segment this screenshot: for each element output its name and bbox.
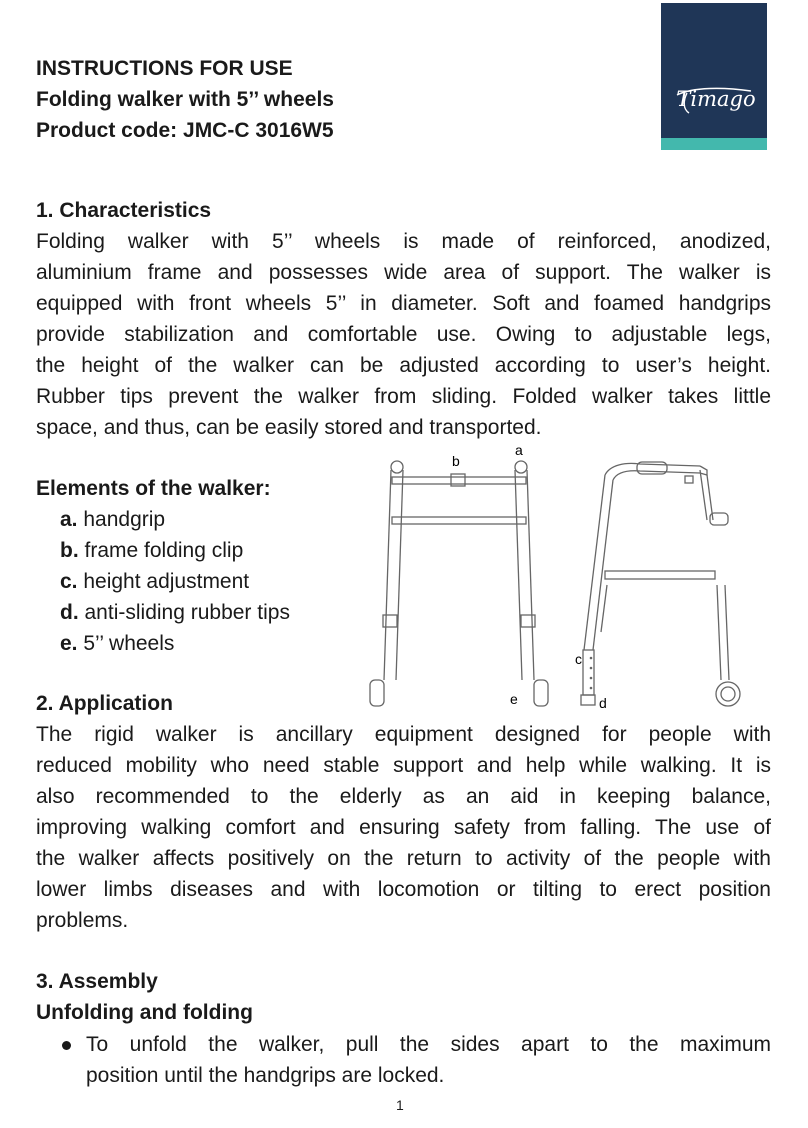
item-text: height adjustment — [77, 570, 250, 593]
item-text: frame folding clip — [78, 539, 244, 562]
list-item — [60, 504, 290, 535]
list-item — [60, 535, 290, 566]
elements-list — [60, 504, 290, 659]
section-2-line: also recommended to the elderly as an aid in keeping balance, — [36, 785, 771, 808]
section-1-line: provide stabilization and comfortable use. Owing to adjustable legs, — [36, 323, 771, 346]
section-3-bullet-line: position until the handgrips are locked. — [86, 1064, 445, 1087]
title-line-1: INSTRUCTIONS FOR USE — [36, 57, 293, 80]
list-item — [60, 566, 290, 597]
section-1-line: aluminium frame and possesses wide area of support. The walker is — [36, 261, 771, 284]
item-key: b. — [60, 539, 79, 562]
section-2-line: lower limbs diseases and with locomotion or tilting to erect position — [36, 878, 771, 901]
section-2-line: The rigid walker is ancillary equipment designed for people with — [36, 723, 771, 746]
label-c: c — [575, 651, 582, 667]
section-1-line: the height of the walker can be adjusted according to user’s height. — [36, 354, 771, 377]
bullet-icon — [62, 1041, 71, 1050]
item-text: anti-sliding rubber tips — [78, 601, 290, 624]
section-2-line: problems. — [36, 909, 129, 932]
section-2-line: improving walking comfort and ensuring safety from falling. The use of — [36, 816, 771, 839]
section-3-bullet-line: To unfold the walker, pull the sides apart to the maximum — [86, 1033, 771, 1056]
walker-illustration — [355, 440, 745, 715]
item-text: 5’’ wheels — [77, 632, 175, 655]
brand-logo — [661, 3, 767, 150]
item-text: handgrip — [77, 508, 166, 531]
section-1-body — [36, 226, 771, 443]
section-3-bullet — [86, 1029, 771, 1091]
label-d: d — [599, 695, 607, 711]
section-1-line: Folding walker with 5’’ wheels is made of reinforced, anodized, — [36, 230, 771, 253]
item-key: e. — [60, 632, 78, 655]
section-2-body — [36, 719, 771, 936]
title-line-2: Folding walker with 5’’ wheels — [36, 88, 334, 111]
logo-accent-stripe — [661, 138, 767, 150]
label-a: a — [515, 442, 523, 458]
section-2-line: the walker affects positively on the return to activity of the people with — [36, 847, 771, 870]
section-1-line: equipped with front wheels 5’’ in diameter. Soft and foamed handgrips — [36, 292, 771, 315]
label-e: e — [510, 691, 518, 707]
item-key: c. — [60, 570, 78, 593]
section-1-heading: 1. Characteristics — [36, 199, 212, 222]
elements-heading: Elements of the walker: — [36, 477, 271, 500]
list-item — [60, 597, 290, 628]
title-line-3: Product code: JMC-C 3016W5 — [36, 119, 334, 142]
logo-text: Timago — [676, 87, 756, 111]
section-2-heading: 2. Application — [36, 692, 173, 715]
section-2-line: reduced mobility who need stable support and help while walking. It is — [36, 754, 771, 777]
section-1-line: space, and thus, can be easily stored and transported. — [36, 416, 542, 439]
item-key: a. — [60, 508, 78, 531]
document-title — [36, 53, 334, 146]
item-key: d. — [60, 601, 79, 624]
section-1-line: Rubber tips prevent the walker from sliding. Folded walker takes little — [36, 385, 771, 408]
label-b: b — [452, 453, 460, 469]
section-3-heading: 3. Assembly — [36, 970, 158, 993]
section-3-subheading: Unfolding and folding — [36, 1001, 253, 1024]
page-number: 1 — [396, 1097, 404, 1113]
list-item — [60, 628, 290, 659]
